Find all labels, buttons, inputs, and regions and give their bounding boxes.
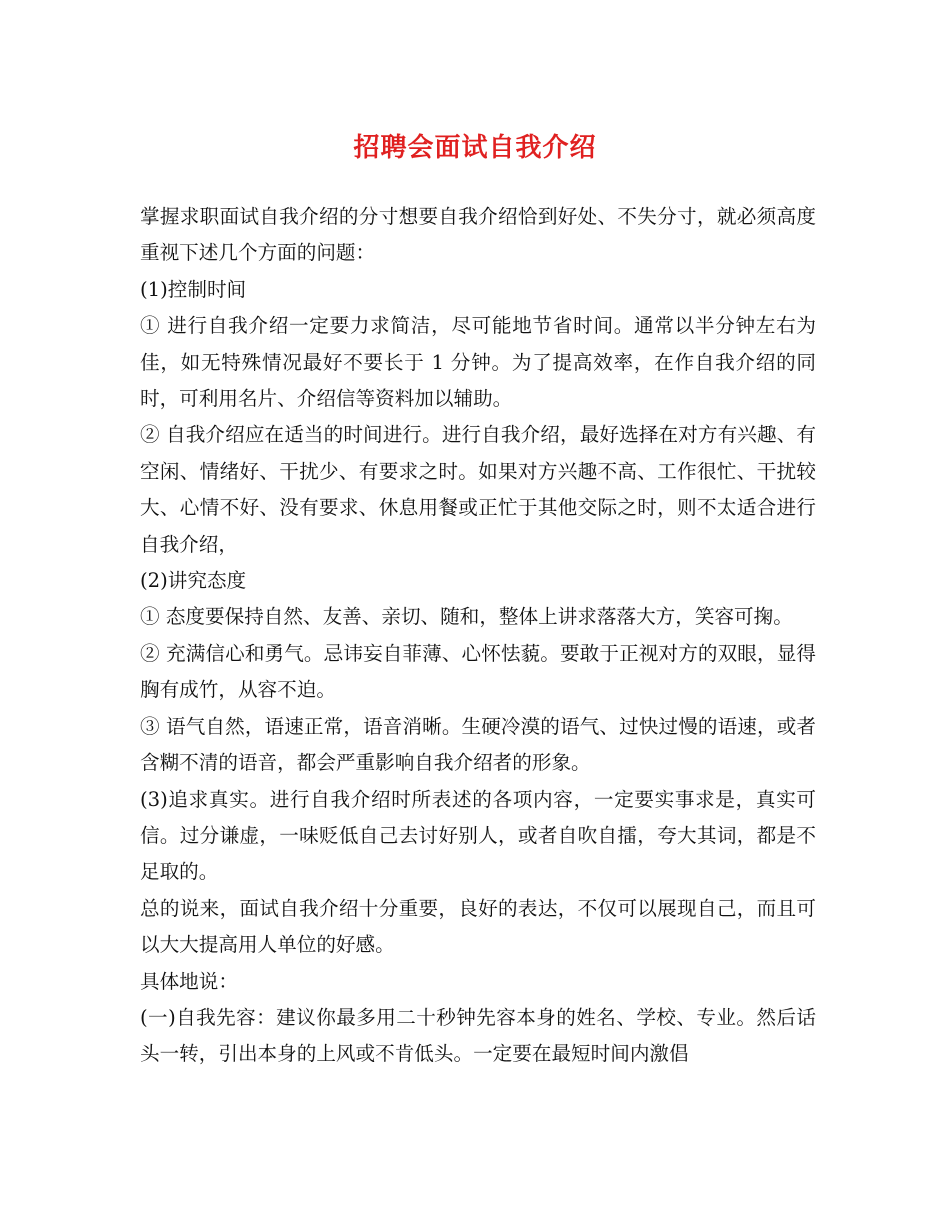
paragraph-item: ① 态度要保持自然、友善、亲切、随和，整体上讲求落落大方，笑容可掬。 (140, 605, 793, 629)
paragraph-heading-control-time: (1)控制时间 (140, 277, 247, 301)
paragraph-intro: 掌握求职面试自我介绍的分寸想要自我介绍恰到好处、不失分寸，就必须高度重视下述几个方面的问题： (140, 205, 816, 265)
paragraph-heading-attitude: (2)讲究态度 (140, 569, 247, 593)
paragraph-summary: 总的说来，面试自我介绍十分重要，良好的表达，不仅可以展现自己，而且可以大大提高用人单位的好感。 (140, 896, 816, 957)
document-body (140, 199, 816, 1073)
paragraph-item: ① 进行自我介绍一定要力求简洁，尽可能地节省时间。通常以半分钟左右为佳，如无特殊情况最好不要长于 1 分钟。为了提高效率，在作自我介绍的同时，可利用名片、介绍信等资料加以辅助。 (140, 314, 816, 411)
paragraph-heading-truth: (3)追求真实。进行自我介绍时所表述的各项内容，一定要实事求是，真实可信。过分谦虚，一味贬低自己去讨好别人，或者自吹自擂，夸大其词，都是不足取的。 (140, 787, 816, 884)
document-title: 招聘会面试自我介绍 (353, 133, 597, 163)
paragraph-specifics-label: 具体地说： (140, 969, 238, 993)
paragraph-item: ② 自我介绍应在适当的时间进行。进行自我介绍，最好选择在对方有兴趣、有空闲、情绪好、干扰少、有要求之时。如果对方兴趣不高、工作很忙、干扰较大、心情不好、没有要求、休息用餐或正忙于其他交际之时，则不太适合进行自我介绍， (140, 423, 816, 556)
paragraph-item: ② 充满信心和勇气。忌讳妄自菲薄、心怀怯藐。要敢于正视对方的双眼，显得胸有成竹，从容不迫。 (140, 641, 816, 702)
paragraph-item: (一)自我先容：建议你最多用二十秒钟先容本身的姓名、学校、专业。然后话头一转，引出本身的上风或不肯低头。一定要在最短时间内激倡 (140, 1005, 816, 1066)
paragraph-item: ③ 语气自然，语速正常，语音消晰。生硬冷漠的语气、过快过慢的语速，或者含糊不清的语音，都会严重影响自我介绍者的形象。 (140, 714, 816, 775)
